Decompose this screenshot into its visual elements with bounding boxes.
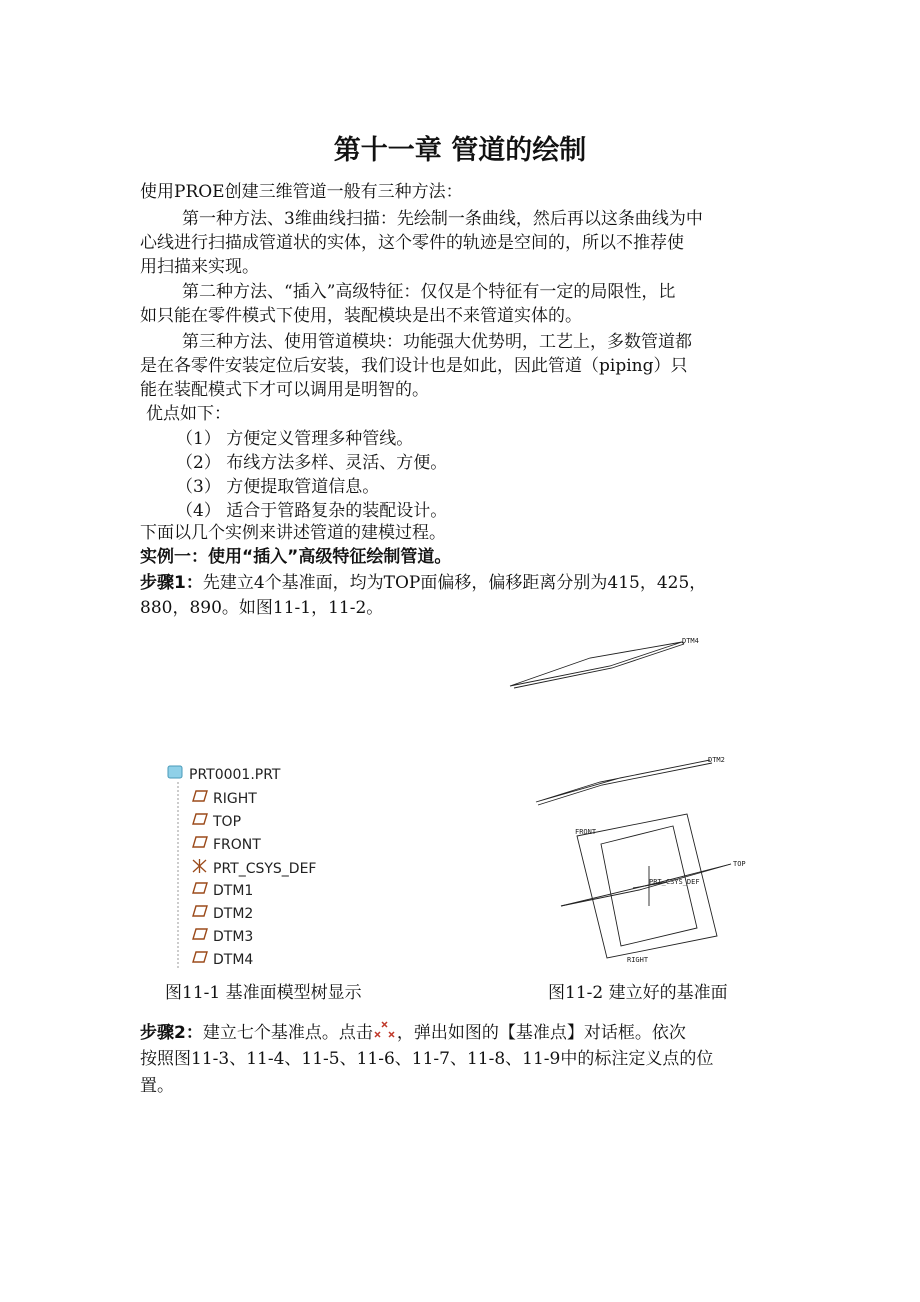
csys-label: PRT_CSYS_DEF: [649, 878, 700, 886]
advantage-item: （4） 适合于管路复杂的装配设计。: [176, 501, 448, 521]
figure-11-1-caption: 图11-1 基准面模型树显示: [165, 983, 362, 1003]
advantage-item: （2） 布线方法多样、灵活、方便。: [176, 453, 448, 473]
method1-line1: 第一种方法、3维曲线扫描：先绘制一条曲线，然后再以这条曲线为中: [182, 209, 703, 229]
step2-line2: 按照图11-3、11-4、11-5、11-6、11-7、11-8、11-9中的标注定义点的位: [140, 1049, 714, 1069]
tree-root[interactable]: [167, 765, 281, 785]
tree-item-front[interactable]: [191, 835, 261, 855]
part-icon: [167, 765, 185, 785]
tree-item-label: DTM3: [213, 929, 254, 945]
step1-label: 步骤1：: [140, 573, 203, 593]
dtm2-label: DTM2: [708, 756, 725, 764]
transition-text: 下面以几个实例来讲述管道的建模过程。: [140, 523, 446, 543]
step2-text-a: 建立七个基准点。点击: [202, 1023, 373, 1043]
top-label: TOP: [733, 860, 746, 868]
intro-text: 使用PROE创建三维管道一般有三种方法：: [140, 182, 463, 202]
tree-item-label: FRONT: [213, 837, 261, 853]
method1-line2: 心线进行扫描成管道状的实体，这个零件的轨迹是空间的，所以不推荐使: [140, 233, 684, 253]
tree-item-label: PRT_CSYS_DEF: [213, 861, 317, 877]
tree-root-label: PRT0001.PRT: [189, 767, 281, 783]
method3-line2: 是在各零件安装定位后安装，我们设计也是如此，因此管道（piping）只: [140, 356, 688, 376]
datum-plane-icon: [191, 927, 209, 947]
tree-item-dtm1[interactable]: [191, 881, 253, 901]
datum-point-tool-icon[interactable]: [373, 1020, 397, 1042]
method1-line3: 用扫描来实现。: [140, 257, 259, 277]
datum-plane-icon: [191, 904, 209, 924]
step2-label: 步骤2：: [140, 1023, 203, 1043]
example1-heading: 实例一：使用“插入”高级特征绘制管道。: [140, 547, 452, 567]
tree-item-label: TOP: [213, 814, 242, 830]
datum-plane-icon: [191, 789, 209, 809]
tree-item-label: DTM4: [213, 952, 254, 968]
method2-line2: 如只能在零件模式下使用，装配模块是出不来管道实体的。: [140, 306, 582, 326]
datum-plane-icon: [191, 881, 209, 901]
step2-line3: 置。: [140, 1076, 174, 1096]
step2-line1: [140, 1020, 686, 1044]
step1-line2: 880，890。如图11-1，11-2。: [140, 598, 384, 618]
tree-item-right[interactable]: [191, 789, 257, 809]
model-tree: [165, 762, 345, 974]
datum-planes-figure-top: [500, 630, 760, 830]
tree-item-label: RIGHT: [213, 791, 257, 807]
tree-item-dtm4[interactable]: [191, 950, 253, 970]
tree-connector-lines: [177, 782, 189, 974]
step1-line1: [140, 572, 706, 594]
step1-text: 先建立4个基准面，均为TOP面偏移，偏移距离分别为415，425，: [202, 573, 707, 593]
advantages-heading: 优点如下：: [146, 404, 231, 424]
tree-item-dtm3[interactable]: [191, 927, 253, 947]
advantage-item: （1） 方便定义管理多种管线。: [176, 429, 414, 449]
tree-item-dtm2[interactable]: [191, 904, 253, 924]
dtm4-label: DTM4: [682, 637, 699, 645]
coordinate-system-icon: [191, 858, 209, 880]
front-label: FRONT: [575, 828, 597, 836]
tree-item-label: DTM1: [213, 883, 254, 899]
tree-item-csys[interactable]: [191, 858, 316, 878]
datum-plane-icon: [191, 950, 209, 970]
method2-line1: 第二种方法、“插入”高级特征：仅仅是个特征有一定的局限性，比: [182, 282, 676, 302]
method3-line1: 第三种方法、使用管道模块：功能强大优势明，工艺上，多数管道都: [182, 332, 692, 352]
method3-line3: 能在装配模式下才可以调用是明智的。: [140, 380, 429, 400]
tree-item-label: DTM2: [213, 906, 254, 922]
tree-item-top[interactable]: [191, 812, 241, 832]
right-label: RIGHT: [627, 956, 649, 964]
figure-11-2-caption: 图11-2 建立好的基准面: [548, 983, 728, 1003]
chapter-title: 第十一章 管道的绘制: [333, 135, 587, 166]
datum-plane-icon: [191, 835, 209, 855]
step2-text-b: ，弹出如图的【基准点】对话框。依次: [396, 1023, 686, 1043]
datum-planes-figure-bottom: [545, 810, 765, 970]
advantage-item: （3） 方便提取管道信息。: [176, 477, 380, 497]
datum-plane-icon: [191, 812, 209, 832]
